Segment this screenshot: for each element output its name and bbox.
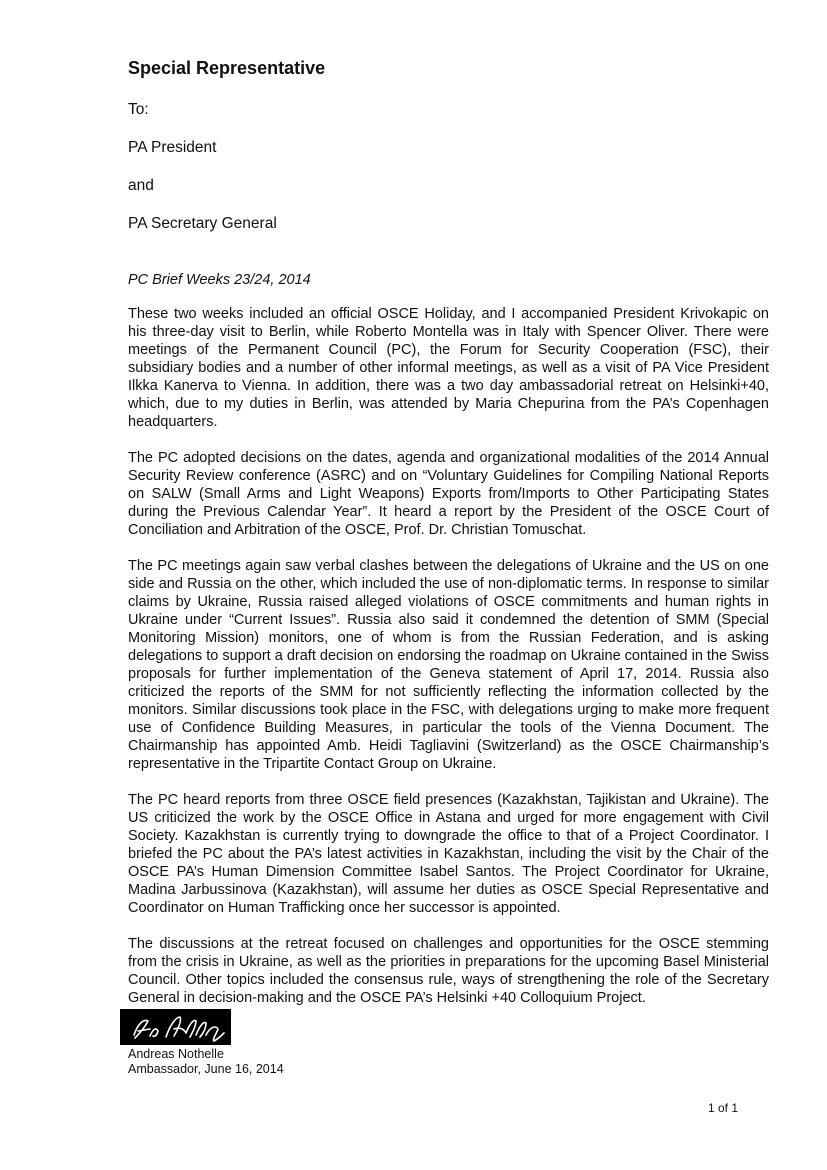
page-title: Special Representative xyxy=(128,58,326,78)
recipient-pa-secretary-general: PA Secretary General xyxy=(128,215,277,232)
signatory-role-date: Ambassador, June 16, 2014 xyxy=(128,1062,284,1076)
body-text xyxy=(128,305,769,1025)
paragraph: The discussions at the retreat focused on challenges and opportunities for the OSCE stemming from the crisis in Ukraine, as well as the priorities in preparations for the upcoming Basel Ministerial Council. Other topics included the consensus rule, ways of strengthening the role of the Secretary General in decision-making and the OSCE PA’s Helsinki +40 Colloquium Project. xyxy=(128,936,769,1006)
paragraph: The PC meetings again saw verbal clashes between the delegations of Ukraine and the US on one side and Russia on the other, which included the use of non-diplomatic terms. In response to similar claims by Ukraine, Russia raised alleged violations of OSCE commitments and human rights in Ukraine under “Current Issues”. Russia also said it condemned the detention of SMM (Special Monitoring Mission) monitors, one of whom is from the Russian Federation, and is asking delegations to support a draft decision on endorsing the roadmap on Ukraine contained in the Swiss proposals for further implementation of the Geneva statement of April 17, 2014. Russia also criticized the reports of the SMM for not sufficiently reflecting the information collected by the monitors. Similar discussions took place in the FSC, with delegations urging to make more frequent use of Confidence Building Measures, in particular the tools of the Vienna Document. The Chairmanship has appointed Amb. Heidi Tagliavini (Switzerland) as the OSCE Chairmanship’s representative in the Tripartite Contact Group on Ukraine. xyxy=(128,558,769,772)
paragraph: These two weeks included an official OSCE Holiday, and I accompanied President Krivokapic on his three-day visit to Berlin, while Roberto Montella was in Italy with Spencer Oliver. There were meetings of the Permanent Council (PC), the Forum for Security Cooperation (FSC), their subsidiary bodies and a number of other informal meetings, as well as a visit of PA Vice President Ilkka Kanerva to Vienna. In addition, there was a two day ambassadorial retreat on Helsinki+40, which, due to my duties in Berlin, was attended by Maria Chepurina from the PA’s Copenhagen headquarters. xyxy=(128,306,769,430)
brief-title: PC Brief Weeks 23/24, 2014 xyxy=(128,272,311,288)
handwritten-signature-icon xyxy=(120,1009,231,1045)
signature-image xyxy=(120,1009,231,1045)
paragraph: The PC adopted decisions on the dates, agenda and organizational modalities of the 2014 Annual Security Review conference (ASRC) and on “Voluntary Guidelines for Compiling National Reports on SALW (Small Arms and Light Weapons) Exports from/Imports to Other Participating States during the Previous Calendar Year”. It heard a report by the President of the OSCE Court of Conciliation and Arbitration of the OSCE, Prof. Dr. Christian Tomuschat. xyxy=(128,450,769,538)
signatory-name: Andreas Nothelle xyxy=(128,1047,224,1061)
recipient-pa-president: PA President xyxy=(128,139,217,156)
to-label: To: xyxy=(128,101,149,118)
recipient-conjunction: and xyxy=(128,177,154,194)
page-number: 1 of 1 xyxy=(708,1101,739,1115)
paragraph: The PC heard reports from three OSCE field presences (Kazakhstan, Tajikistan and Ukraine). The US criticized the work by the OSCE Office in Astana and urged for more engagement with Civil Society. Kazakhstan is currently trying to downgrade the office to that of a Project Coordinator. I briefed the PC about the PA’s latest activities in Kazakhstan, including the visit by the Chair of the OSCE PA’s Human Dimension Committee Isabel Santos. The Project Coordinator for Ukraine, Madina Jarbussinova (Kazakhstan), will assume her duties as OSCE Special Representative and Coordinator on Human Trafficking once her successor is appointed. xyxy=(128,792,769,916)
